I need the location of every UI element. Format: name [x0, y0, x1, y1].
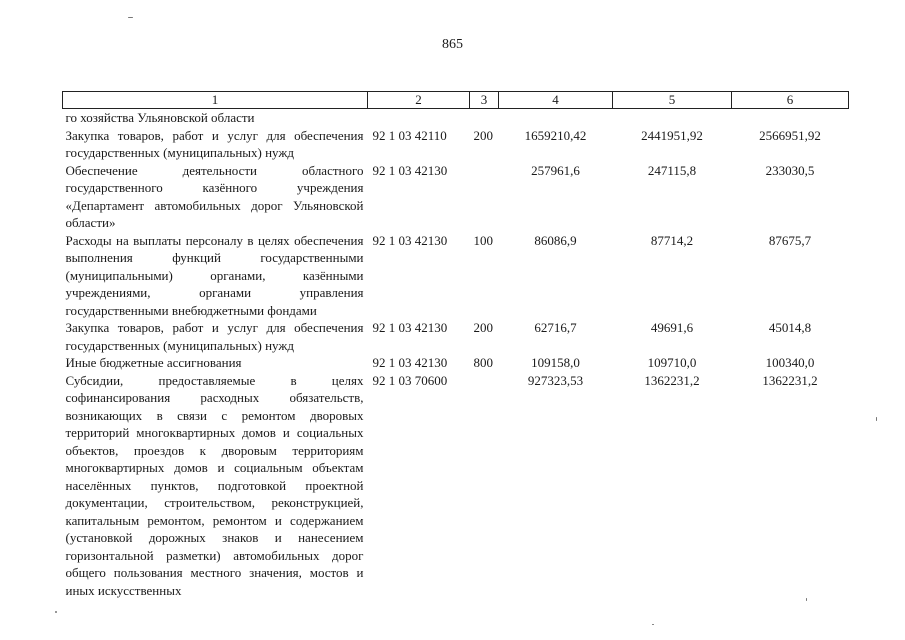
row-amount-1: 109158,0	[531, 355, 580, 370]
row-amount-2: 109710,0	[647, 355, 697, 370]
row-amount-2	[613, 109, 732, 127]
row-amount-3: 233030,5	[765, 162, 815, 178]
row-amount-2: 49691,6	[650, 320, 694, 335]
row-name: го хозяйства Ульяновской области	[65, 110, 255, 125]
row-expense-type	[470, 109, 499, 127]
row-amount-1: 1659210,42	[524, 127, 587, 143]
row-name: Обеспечение деятельности областного государственного казённого учреждения «Департамент автомобильных дорог Ульяновской области»	[65, 162, 364, 230]
header-col-4: 4	[499, 92, 613, 109]
row-expense-type	[470, 372, 499, 600]
table-row	[63, 372, 849, 600]
row-name: Закупка товаров, работ и услуг для обеспечения государственных (муниципальных) нужд	[65, 320, 364, 353]
row-amount-1	[499, 109, 613, 127]
table-row	[63, 127, 849, 162]
table-row	[63, 109, 849, 127]
table-row	[63, 162, 849, 232]
header-col-2: 2	[368, 92, 470, 109]
row-expense-type: 200	[473, 127, 493, 143]
scan-speck	[652, 624, 654, 625]
scan-speck	[128, 17, 133, 18]
row-amount-3	[732, 109, 849, 127]
row-name: Расходы на выплаты персоналу в целях обеспечения выполнения функций государственными (муниципальными) органами, казёнными учреждениями, органами управления государственными внебюджетными фондами	[65, 232, 364, 318]
row-amount-3: 45014,8	[768, 320, 812, 335]
row-amount-3: 87675,7	[768, 232, 812, 248]
row-amount-1: 257961,6	[531, 162, 580, 178]
row-amount-1: 62716,7	[534, 320, 577, 335]
row-expense-type: 100	[473, 232, 493, 248]
header-col-6: 6	[732, 92, 849, 109]
row-amount-3: 100340,0	[765, 355, 815, 370]
row-amount-2: 1362231,2	[644, 372, 700, 388]
row-expense-type	[470, 162, 499, 232]
row-expense-type: 800	[473, 355, 493, 370]
header-col-3: 3	[470, 92, 499, 109]
row-name: Закупка товаров, работ и услуг для обеспечения государственных (муниципальных) нужд	[65, 127, 364, 160]
row-expense-type: 200	[473, 320, 493, 335]
table-row	[63, 319, 849, 354]
scan-speck	[55, 611, 57, 613]
row-amount-1: 927323,53	[527, 372, 584, 388]
row-amount-2: 87714,2	[650, 232, 694, 248]
row-code: 92 1 03 42110	[372, 127, 447, 143]
scan-speck	[806, 598, 807, 601]
row-code: 92 1 03 42130	[372, 355, 448, 370]
header-col-1: 1	[63, 92, 368, 109]
header-row	[63, 92, 849, 109]
row-name: Субсидии, предоставляемые в целях софинансирования расходных обязательств, возникающих в связи с ремонтом дворовых территорий многоквартирных домов и социальных объектов, проездов к дворовым территориям многоквартирных домов и социальным объектам населённых пунктов, подготовкой проектной документации, строительством, реконструкцией, капитальным ремонтом, ремонтом и содержанием (установкой дорожных знаков и нанесением горизонтальной разметки) автомобильных дорог общего пользования местного значения, мостов и иных искусственных	[65, 372, 364, 598]
page-number: 865	[442, 37, 463, 52]
row-code	[368, 109, 470, 127]
row-amount-2: 2441951,92	[641, 127, 703, 143]
row-code: 92 1 03 42130	[372, 320, 448, 335]
row-name: Иные бюджетные ассигнования	[65, 355, 242, 370]
row-code: 92 1 03 42130	[372, 162, 448, 178]
row-amount-3: 1362231,2	[762, 372, 818, 388]
header-col-5: 5	[613, 92, 732, 109]
row-amount-2: 247115,8	[647, 162, 697, 178]
row-amount-3: 2566951,92	[759, 127, 821, 143]
scan-speck	[876, 417, 877, 421]
row-amount-1: 86086,9	[534, 232, 577, 248]
budget-table	[62, 91, 849, 599]
row-code: 92 1 03 70600	[372, 372, 448, 388]
row-code: 92 1 03 42130	[372, 232, 448, 248]
table-row	[63, 232, 849, 320]
table-row	[63, 354, 849, 372]
